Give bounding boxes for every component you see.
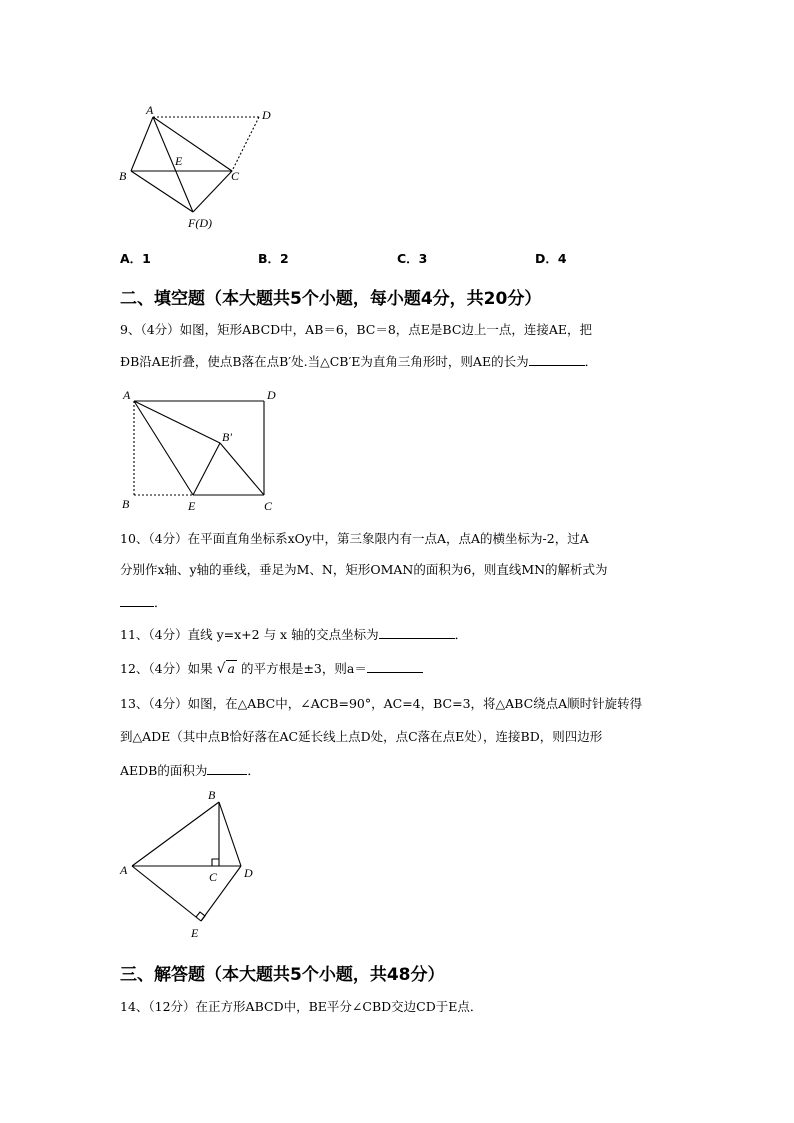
q12-before: 12、（4分）如果 bbox=[120, 661, 213, 676]
label-F: F(D) bbox=[188, 216, 212, 230]
q9-line1: 9、（4分）如图，矩形ABCD中，AB＝6，BC＝8，点E是BC边上一点，连接AE，把 bbox=[120, 322, 593, 337]
label-E: E bbox=[188, 499, 196, 513]
q12-radicand: a bbox=[227, 661, 235, 676]
label-E: E bbox=[191, 926, 199, 940]
q12-after: 的平方根是±3，则a＝ bbox=[240, 661, 367, 676]
label-A: A bbox=[123, 388, 131, 402]
q11-end: ． bbox=[454, 627, 468, 642]
label-A: A bbox=[120, 863, 128, 877]
label-D: D bbox=[262, 108, 271, 122]
label-B-prime: B' bbox=[222, 430, 232, 444]
q13-line3-text: AEDB的面积为 bbox=[120, 763, 208, 778]
q9-line2-end: ． bbox=[584, 354, 598, 369]
label-C: C bbox=[209, 870, 218, 884]
option-b: B．2 bbox=[258, 251, 289, 266]
label-E: E bbox=[175, 154, 183, 168]
label-B: B bbox=[119, 169, 127, 183]
q13-line2: 到△ADE（其中点B恰好落在AC延长线上点D处，点C落在点E处），连接BD，则四边形 bbox=[120, 729, 603, 744]
q11-text: 11、（4分）直线 y=x+2 与 x 轴的交点坐标为 bbox=[120, 627, 379, 642]
q13-line3-end: ． bbox=[247, 763, 260, 778]
label-B: B bbox=[208, 788, 216, 802]
q10-line3-end: ． bbox=[154, 595, 167, 610]
label-C: C bbox=[231, 169, 240, 183]
label-D: D bbox=[244, 866, 253, 880]
q14-line: 14、（12分）在正方形ABCD中，BE平分∠CBD交边CD于E点． bbox=[120, 999, 483, 1014]
label-C: C bbox=[264, 499, 273, 513]
label-B: B bbox=[122, 497, 130, 511]
option-a: A．1 bbox=[120, 251, 151, 266]
q9-line2-text: ÐB沿AE折叠，使点B落在点B′处.当△CB′E为直角三角形时，则AE的长为 bbox=[120, 354, 529, 369]
label-D: D bbox=[267, 388, 276, 402]
q10-line1: 10、（4分）在平面直角坐标系xOy中，第三象限内有一点A，点A的横坐标为-2，过A bbox=[120, 531, 589, 546]
q13-line1: 13、（4分）如图，在△ABC中，∠ACB=90°，AC=4，BC=3，将△ABC绕点A顺时针旋转得 bbox=[120, 696, 643, 711]
section-3-heading: 三、解答题（本大题共5个小题，共48分） bbox=[120, 965, 445, 985]
section-2-heading: 二、填空题（本大题共5个小题，每小题4分，共20分） bbox=[120, 289, 542, 309]
label-A: A bbox=[146, 103, 154, 117]
option-d: D．4 bbox=[535, 251, 567, 266]
option-c: C．3 bbox=[397, 251, 428, 266]
q10-line2: 分别作x轴、y轴的垂线，垂足为M、N，矩形OMAN的面积为6，则直线MN的解析式为 bbox=[120, 562, 608, 577]
sqrt-symbol: √ bbox=[216, 661, 226, 677]
